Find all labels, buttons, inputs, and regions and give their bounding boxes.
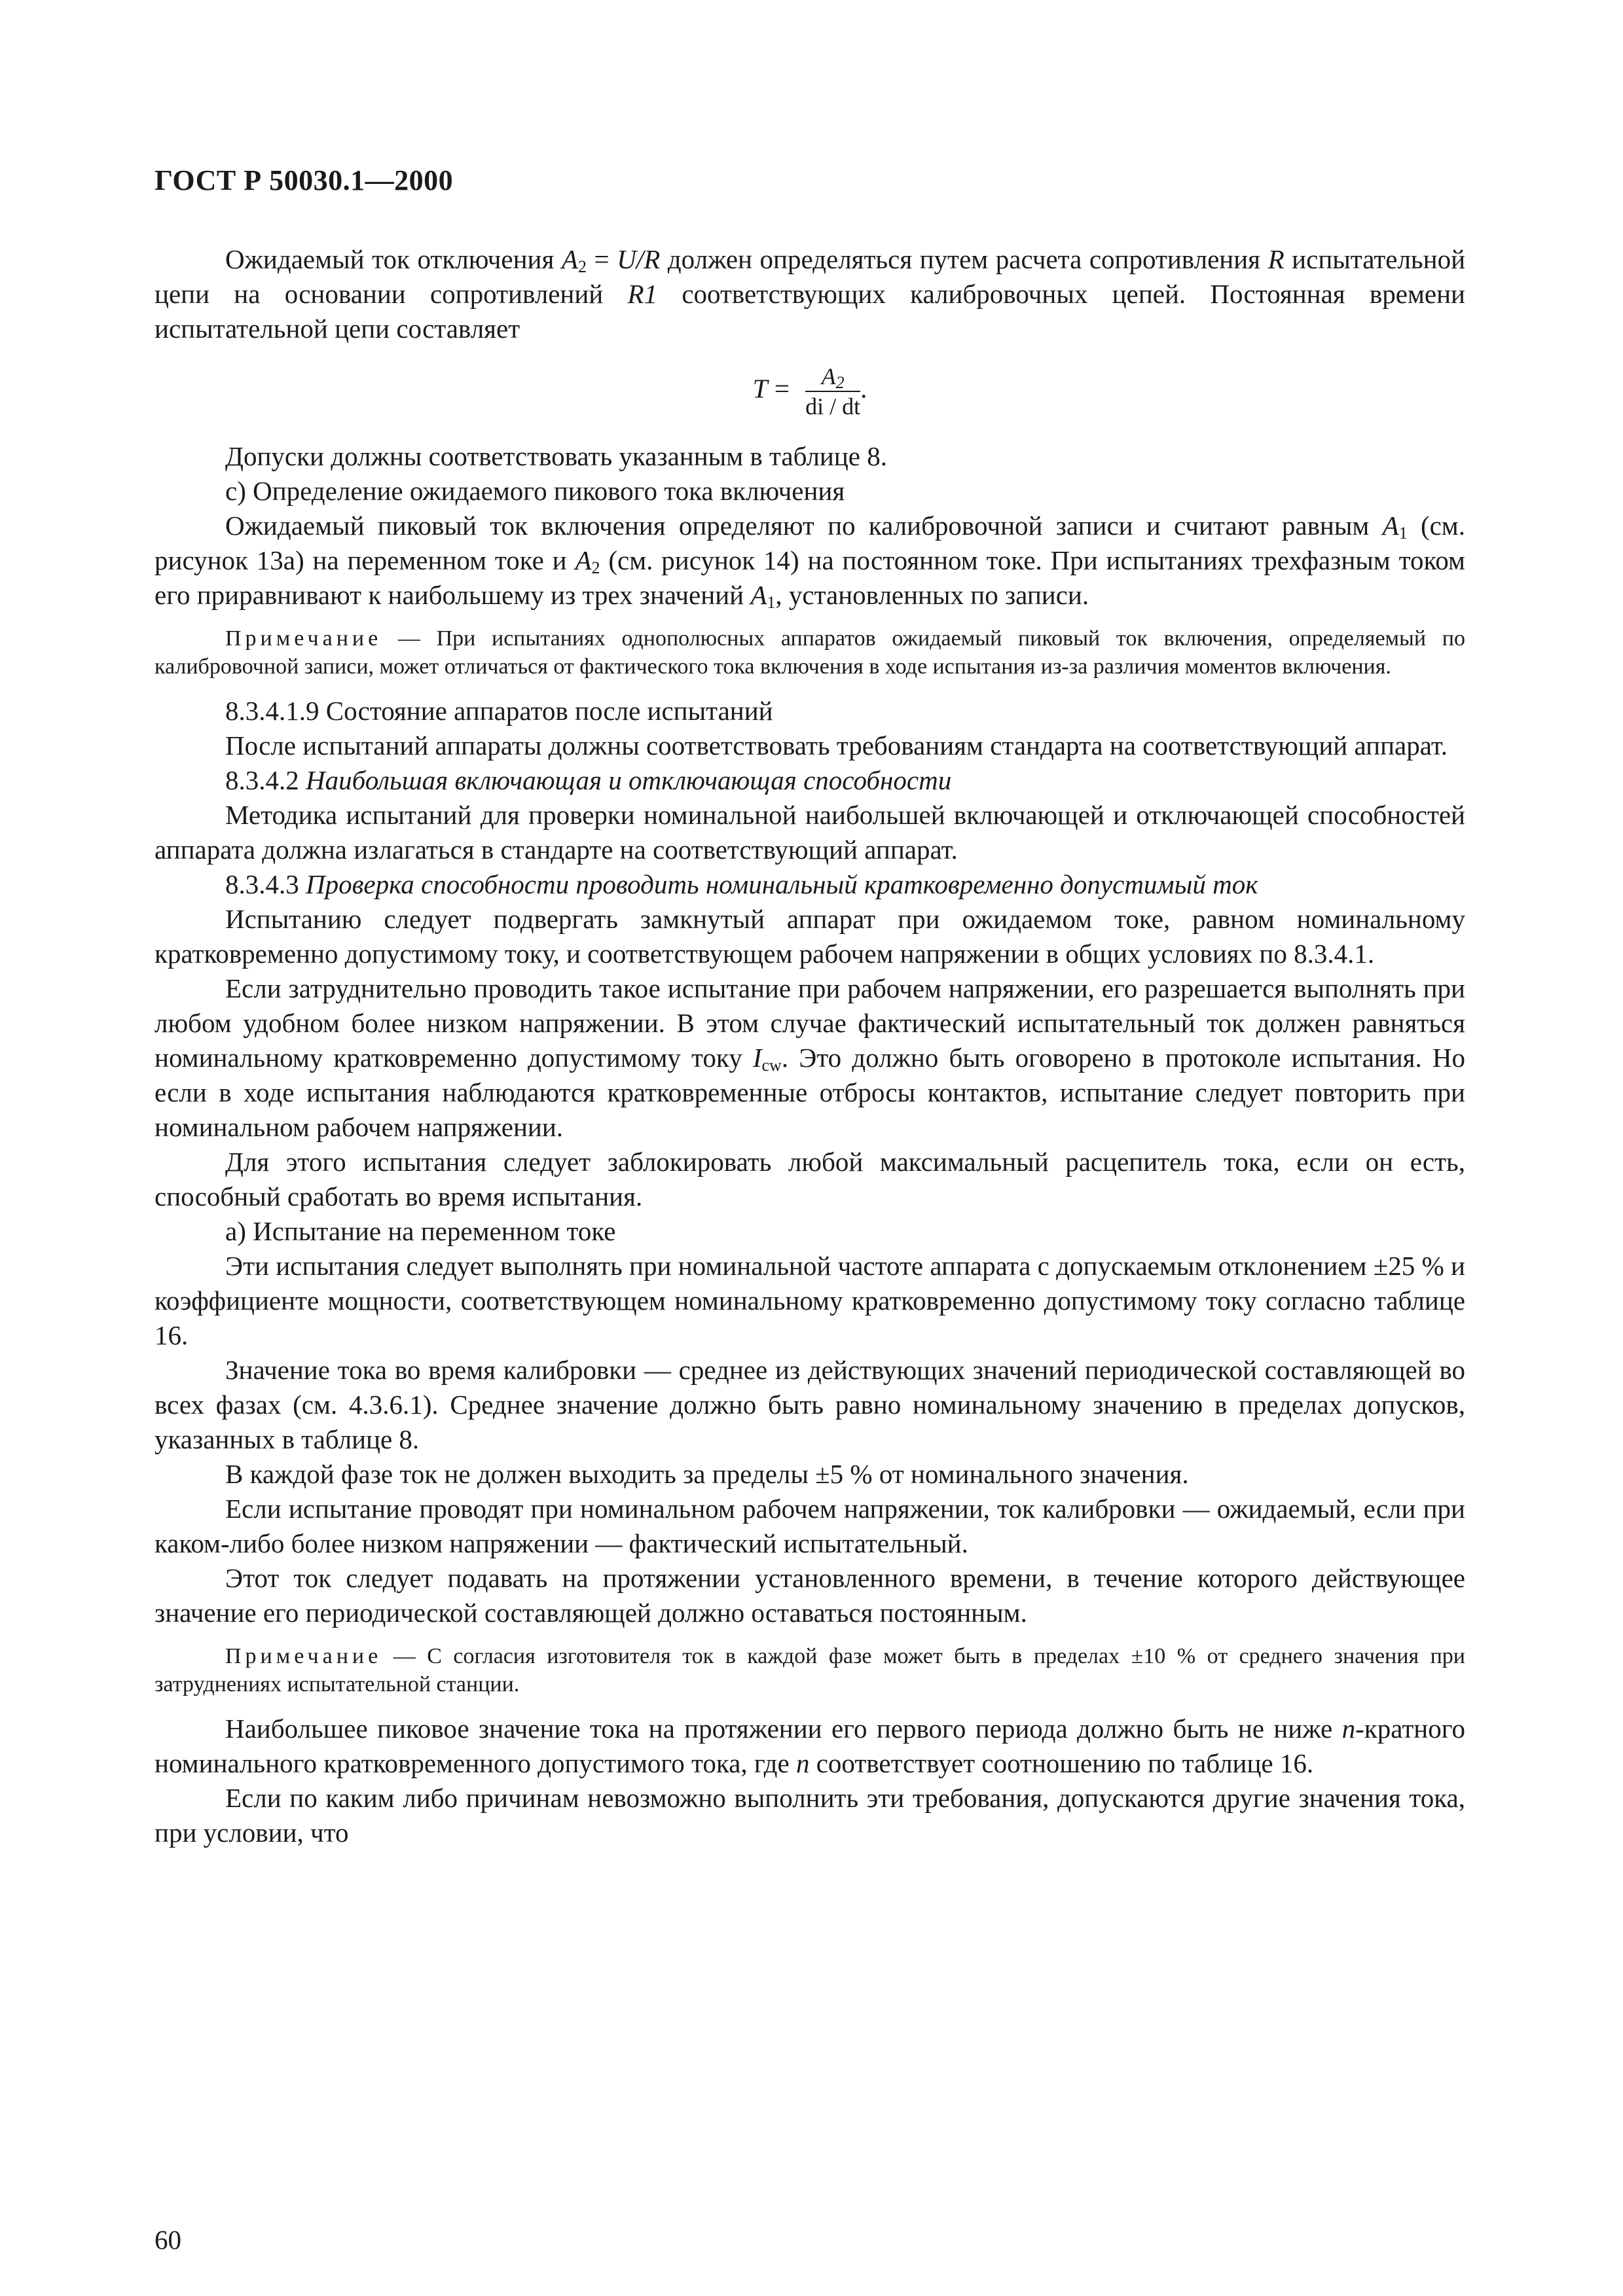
page-number: 60 bbox=[155, 2225, 181, 2255]
paragraph-calibration-current: Значение тока во время калибровки — среднее из действующих значений периодической составляющей во всех фазах (см. 4.3.6.1). Среднее значение должно быть равно номинальному значению в пределах допусков, указанных в таблице 8. bbox=[155, 1355, 1465, 1454]
paragraph-expected-breaking-current: Ожидаемый ток отключения $A_2 = U/R$ должен определяться путем расчета сопротивления R испытательной цепи на основании сопротивлений R1 соответствующих калибровочных цепей. Постоянная времени испытательной цепи составляет bbox=[155, 244, 1466, 344]
note-single-pole: Примечание — При испытаниях однополюсных аппаратов ожидаемый пиковый ток включения, определяемый по калибровочной записи, может отличаться от фактического тока включения в ходе испытания из-за различия моментов включения. bbox=[155, 626, 1465, 679]
time-constant-formula: T = $\frac{A_2}{di / dt}$ . bbox=[752, 363, 867, 420]
clause-8-3-4-2: 8.3.4.2 Наибольшая включающая и отключающая способности bbox=[225, 765, 952, 795]
formula-equals: = bbox=[774, 373, 790, 404]
paragraph-item-c: c) Определение ожидаемого пикового тока включения bbox=[225, 476, 845, 506]
paragraph-lower-voltage-test: Если затруднительно проводить такое испытание при рабочем напряжении, его разрешается выполнять при любом удобном более низком напряжении. В этом случае фактический испытательный ток должен равняться номинальному кратковременно допустимому току $I_{cw}$. Это должно быть оговорено в протоколе испытания. Но если в ходе испытания наблюдаются кратковременные отбросы контактов, испытание следует повторить при номинальном рабочем напряжении. bbox=[155, 973, 1465, 1142]
note-label: Примечание bbox=[225, 1644, 382, 1668]
paragraph-item-a: а) Испытание на переменном токе bbox=[225, 1216, 616, 1246]
paragraph-current-duration: Этот ток следует подавать на протяжении установленного времени, в течение которого действующее значение его периодической составляющей должно оставаться постоянным. bbox=[155, 1563, 1465, 1628]
paragraph-closed-device-test: Испытанию следует подвергать замкнутый аппарат при ожидаемом токе, равном номинальному кратковременно допустимому току, и соответствующем рабочем напряжении в общих условиях по 8.3.4.1. bbox=[155, 904, 1465, 969]
formula-fraction bbox=[805, 363, 860, 420]
paragraph-block-release: Для этого испытания следует заблокировать любой максимальный расцепитель тока, если он есть, способный сработать во время испытания. bbox=[155, 1147, 1465, 1211]
clause-8-3-4-1-9: 8.3.4.1.9 Состояние аппаратов после испытаний bbox=[225, 696, 773, 726]
formula-numerator: $A_2$ bbox=[805, 363, 860, 392]
formula-denominator: di / dt bbox=[805, 393, 861, 420]
document-body bbox=[155, 242, 1465, 1850]
paragraph-peak-first-period: Наибольшее пиковое значение тока на протяжении его первого периода должно быть не ниже n-кратного номинального кратковременного допустимого тока, где n соответствует соотношению по таблице 16. bbox=[155, 1713, 1465, 1778]
paragraph-peak-making-current: Ожидаемый пиковый ток включения определяют по калибровочной записи и считают равным $A_1$ (см. рисунок 13а) на переменном токе и $A_2$ (см. рисунок 14) на постоянном токе. При испытаниях трехфазным током его приравнивают к наибольшему из трех значений $A_1$, установленных по записи. bbox=[155, 511, 1465, 612]
note-label: Примечание bbox=[225, 626, 382, 651]
paragraph-tolerances: Допуски должны соответствовать указанным в таблице 8. bbox=[225, 441, 888, 471]
paragraph-frequency-tolerance: Эти испытания следует выполнять при номинальной частоте аппарата с допускаемым отклонением ±25 % и коэффициенте мощности, соответствующем номинальному кратковременно допустимому току согласно таблице 16. bbox=[155, 1251, 1465, 1350]
formula-lhs: T bbox=[752, 373, 768, 404]
paragraph-other-values: Если по каким либо причинам невозможно выполнить эти требования, допускаются другие значения тока, при условии, что bbox=[155, 1783, 1465, 1848]
paragraph-test-method: Методика испытаний для проверки номинальной наибольшей включающей и отключающей способностей аппарата должна излагаться в стандарте на соответствующий аппарат. bbox=[155, 800, 1465, 865]
note-manufacturer-consent: Примечание — С согласия изготовителя ток в каждой фазе может быть в пределах ±10 % от среднего значения при затруднениях испытательной станции. bbox=[155, 1644, 1465, 1696]
standard-header: ГОСТ Р 50030.1—2000 bbox=[155, 164, 454, 196]
paragraph-phase-limit: В каждой фазе ток не должен выходить за пределы ±5 % от номинального значения. bbox=[225, 1459, 1189, 1489]
clause-8-3-4-3: 8.3.4.3 Проверка способности проводить номинальный кратковременно допустимый ток bbox=[225, 869, 1258, 899]
paragraph-calibration-voltage: Если испытание проводят при номинальном рабочем напряжении, ток калибровки — ожидаемый, если при каком-либо более низком напряжении — фактический испытательный. bbox=[155, 1494, 1465, 1558]
paragraph-after-tests: После испытаний аппараты должны соответствовать требованиям стандарта на соответствующий аппарат. bbox=[225, 730, 1448, 761]
